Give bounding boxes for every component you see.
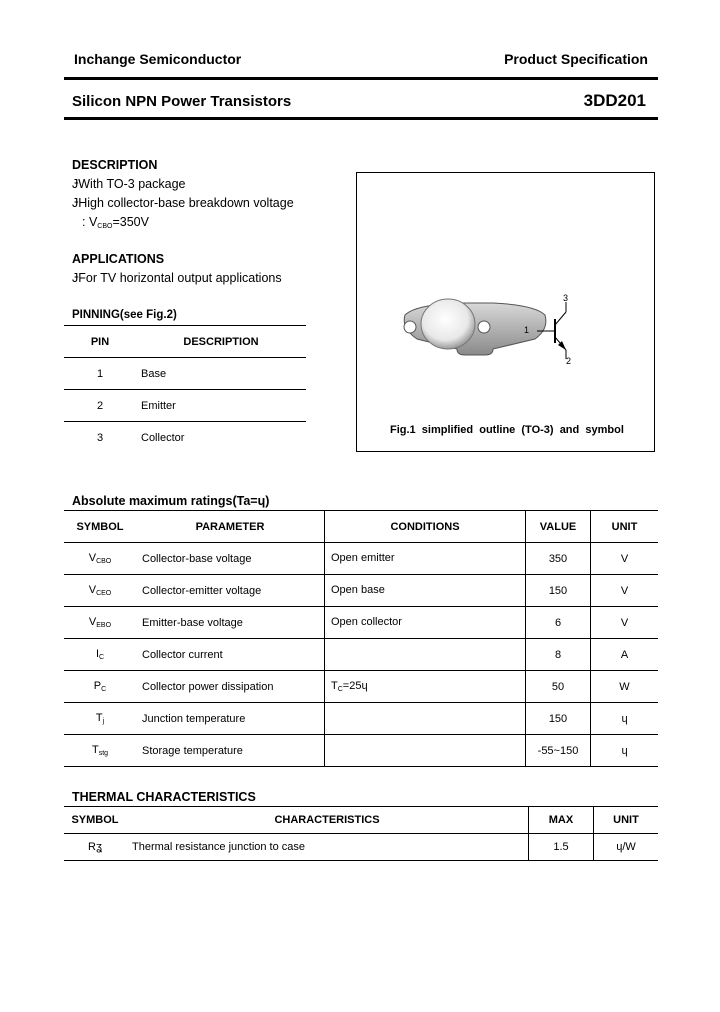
value-cell: 8: [526, 639, 591, 671]
symbol-cell: $I_C$: [64, 639, 136, 671]
thermal-max: 1.5: [529, 834, 594, 861]
max-header: MAX: [529, 807, 594, 834]
symbol-cell: $T_j$: [64, 703, 136, 735]
pin-number: 3: [96, 431, 104, 444]
table-row: [64, 390, 306, 422]
table-header-row: [64, 807, 658, 834]
unit-cell: A: [591, 639, 659, 671]
description-item: ɈHigh collector-base breakdown voltage: [72, 196, 294, 210]
parameter-cell: Collector power dissipation: [136, 671, 325, 703]
table-row: [64, 607, 658, 639]
conditions-cell: [325, 703, 526, 735]
thermal-symbol: Rʓ: [64, 834, 126, 861]
unit-cell: ɥ: [591, 703, 659, 735]
unit-header: UNIT: [594, 807, 659, 834]
pin-desc: Base: [136, 358, 306, 390]
value-header: VALUE: [526, 511, 591, 543]
header-rule-top: [64, 77, 658, 80]
table-row: [64, 735, 658, 767]
pin-desc: Collector: [141, 431, 185, 444]
conditions-cell: Open collector: [325, 607, 526, 639]
unit-cell: V: [591, 607, 659, 639]
table-row: [64, 703, 658, 735]
table-row: [64, 543, 658, 575]
figure-box: [356, 172, 655, 452]
applications-title: APPLICATIONS: [72, 252, 165, 266]
part-number: 3DD201: [583, 91, 646, 110]
parameter-cell: Collector-emitter voltage: [136, 575, 325, 607]
symbol-cell: $V_{CEO}$: [64, 575, 136, 607]
unit-cell: ɥ: [591, 735, 659, 767]
symbol-cell: $V_{EBO}$: [64, 607, 136, 639]
value-cell: 350: [526, 543, 591, 575]
unit-cell: V: [591, 543, 659, 575]
description-title: DESCRIPTION: [72, 158, 158, 172]
conditions-cell: Open base: [325, 575, 526, 607]
conditions-cell: Open emitter: [325, 543, 526, 575]
unit-cell: W: [591, 671, 659, 703]
table-row: [64, 422, 306, 454]
pin-desc: Emitter: [136, 390, 306, 422]
description-item: ɈWith TO-3 package: [72, 177, 186, 191]
product-family: Silicon NPN Power Transistors: [72, 93, 292, 110]
symbol-cell: $T_{stg}$: [64, 735, 136, 767]
thermal-unit: ɥ/W: [594, 834, 659, 861]
table-header-row: [64, 511, 658, 543]
table-row: [64, 358, 306, 390]
symbol-header: SYMBOL: [64, 807, 126, 834]
value-cell: 150: [526, 575, 591, 607]
conditions-cell: $T_C=25ɥ$: [325, 671, 526, 703]
table-row: [64, 639, 658, 671]
value-cell: 6: [526, 607, 591, 639]
value-cell: -55~150: [526, 735, 591, 767]
symbol-label-collector: 3: [563, 293, 569, 303]
conditions-header: CONDITIONS: [325, 511, 526, 543]
vcbo-spec: : $V_{CBO}=350V$: [82, 215, 149, 230]
table-row: [64, 834, 658, 861]
unit-cell: V: [591, 575, 659, 607]
symbol-cell: $P_C$: [64, 671, 136, 703]
parameter-cell: Storage temperature: [136, 735, 325, 767]
abs-max-table: [64, 510, 658, 767]
doc-type: Product Specification: [504, 51, 648, 67]
pin-number: 2: [64, 390, 136, 422]
parameter-cell: Junction temperature: [136, 703, 325, 735]
conditions-cell: [325, 735, 526, 767]
thermal-table: [64, 806, 658, 861]
pinning-title: PINNING(see Fig.2): [72, 309, 177, 321]
table-row: [64, 575, 658, 607]
characteristics-header: CHARACTERISTICS: [126, 807, 529, 834]
pin-header: PIN: [64, 326, 136, 358]
symbol-cell: $V_{CBO}$: [64, 543, 136, 575]
abs-max-title: Absolute maximum ratings(Ta=ɥ): [72, 494, 270, 508]
value-cell: 50: [526, 671, 591, 703]
symbol-label-base: 1: [524, 325, 530, 335]
pinning-table: [64, 325, 306, 453]
symbol-header: SYMBOL: [64, 511, 136, 543]
thermal-title: THERMAL CHARACTERISTICS: [72, 790, 256, 804]
value-cell: 150: [526, 703, 591, 735]
thermal-characteristic: Thermal resistance junction to case: [126, 834, 529, 861]
parameter-cell: Emitter-base voltage: [136, 607, 325, 639]
unit-header: UNIT: [591, 511, 659, 543]
parameter-header: PARAMETER: [136, 511, 325, 543]
npn-transistor-symbol: [357, 173, 654, 451]
figure-caption: Fig.1 simplified outline (TO-3) and symbol: [390, 424, 624, 436]
symbol-label-emitter: 2: [566, 356, 572, 366]
parameter-cell: Collector-base voltage: [136, 543, 325, 575]
desc-header: DESCRIPTION: [136, 326, 306, 358]
conditions-cell: [325, 639, 526, 671]
parameter-cell: Collector current: [136, 639, 325, 671]
applications-item: ɈFor TV horizontal output applications: [72, 271, 282, 285]
company-name: Inchange Semiconductor: [74, 51, 242, 67]
table-row: [64, 671, 658, 703]
table-header-row: [64, 326, 306, 358]
pin-number: 1: [64, 358, 136, 390]
header-rule-bottom: [64, 117, 658, 120]
